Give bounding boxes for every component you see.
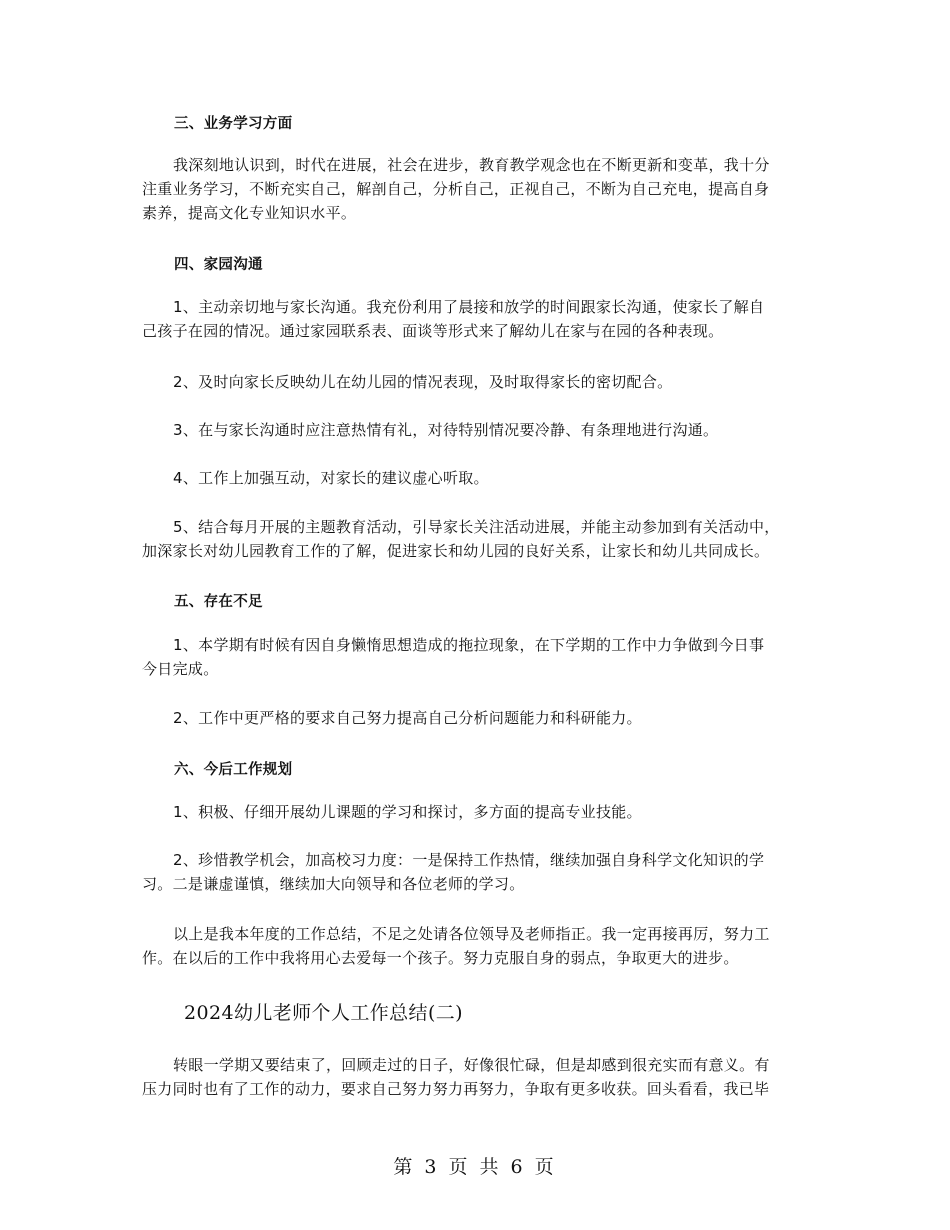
- paragraph: [142, 370, 808, 394]
- paragraph-line: 1、主动亲切地与家长沟通。我充份利用了晨接和放学的时间跟家长沟通，使家长了解自: [173, 298, 765, 316]
- paragraph-line: 1、积极、仔细开展幼儿课题的学习和探讨，多方面的提高专业技能。: [173, 803, 642, 821]
- section-heading: 三、业务学习方面: [174, 116, 293, 132]
- paragraph: [142, 848, 808, 896]
- paragraph: [142, 922, 808, 970]
- paragraph-line: 2、工作中更严格的要求自己努力提高自己分析问题能力和科研能力。: [173, 709, 642, 727]
- paragraph: [142, 418, 808, 442]
- paragraph: [142, 1053, 808, 1101]
- paragraph-line: 4、工作上加强互动，对家长的建议虚心听取。: [173, 469, 489, 487]
- paragraph: [142, 515, 808, 563]
- section-heading: 四、家园沟通: [174, 257, 263, 273]
- page-number-footer: 第 3 页 共 6 页: [393, 1156, 557, 1178]
- paragraph-line: 素养，提高文化专业知识水平。: [142, 204, 357, 222]
- paragraph-line: 作。在以后的工作中我将用心去爱每一个孩子。努力克服自身的弱点，争取更大的进步。: [142, 949, 739, 967]
- paragraph-line: 1、本学期有时候有因自身懒惰思想造成的拖拉现象，在下学期的工作中力争做到今日事: [173, 636, 765, 654]
- paragraph-line: 以上是我本年度的工作总结，不足之处请各位领导及老师指正。我一定再接再厉，努力工: [173, 925, 770, 943]
- paragraph-line: 转眼一学期又要结束了，回顾走过的日子，好像很忙碌，但是却感到很充实而有意义。有: [173, 1056, 770, 1074]
- paragraph: [142, 706, 808, 730]
- paragraph-line: 我深刻地认识到，时代在进展，社会在进步，教育教学观念也在不断更新和变革，我十分: [173, 156, 770, 174]
- paragraph-line: 5、结合每月开展的主题教育活动，引导家长关注活动进展，并能主动参加到有关活动中，: [173, 518, 780, 536]
- paragraph-line: 加深家长对幼儿园教育工作的了解，促进家长和幼儿园的良好关系，让家长和幼儿共同成长。: [142, 542, 770, 560]
- paragraph-line: 2、珍惜教学机会，加高校习力度：一是保持工作热情，继续加强自身科学文化知识的学: [173, 851, 765, 869]
- document-subtitle: 2024幼儿老师个人工作总结(二): [184, 1002, 463, 1024]
- paragraph-line: 2、及时向家长反映幼儿在幼儿园的情况表现，及时取得家长的密切配合。: [173, 373, 673, 391]
- section-heading: 六、今后工作规划: [174, 762, 293, 778]
- paragraph-line: 习。二是谦虚谨慎，继续加大向领导和各位老师的学习。: [142, 875, 525, 893]
- section-heading: 五、存在不足: [174, 594, 263, 610]
- paragraph-line: 注重业务学习，不断充实自己，解剖自己，分析自己，正视自己，不断为自己充电，提高自身: [142, 180, 770, 198]
- paragraph: [142, 466, 808, 490]
- paragraph: [142, 800, 808, 824]
- paragraph: [142, 633, 808, 681]
- paragraph-line: 压力同时也有了工作的动力，要求自己努力努力再努力，争取有更多收获。回头看看，我已毕: [142, 1080, 770, 1098]
- paragraph: [142, 295, 808, 343]
- paragraph-line: 3、在与家长沟通时应注意热情有礼，对待特别情况要冷静、有条理地进行沟通。: [173, 421, 719, 439]
- paragraph-line: 己孩子在园的情况。通过家园联系表、面谈等形式来了解幼儿在家与在园的各种表现。: [142, 322, 724, 340]
- paragraph-line: 今日完成。: [142, 660, 219, 678]
- paragraph: [142, 153, 808, 225]
